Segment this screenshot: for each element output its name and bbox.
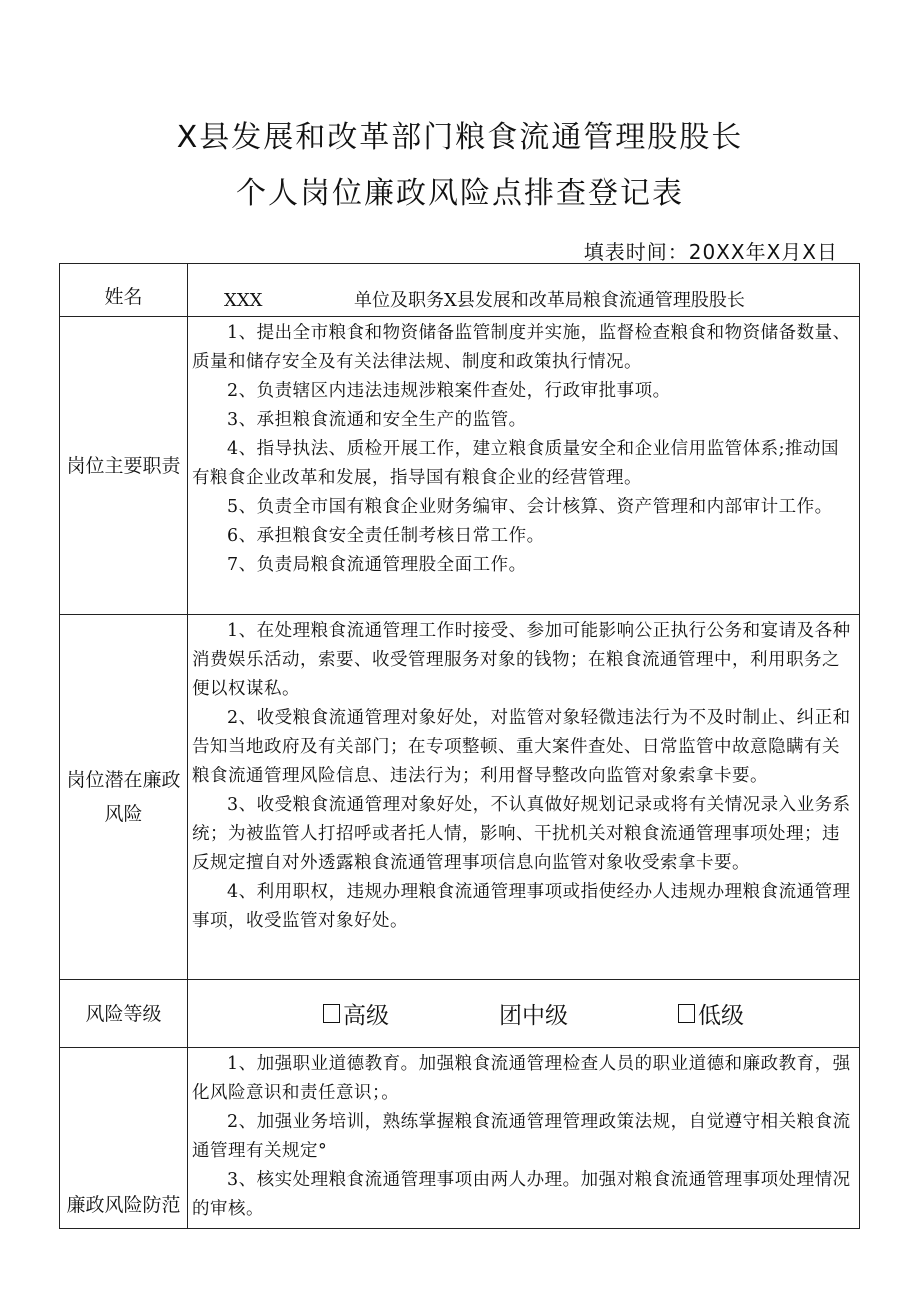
duty-item: 4、指导执法、质检开展工作，建立粮食质量安全和企业信用监管体系;推动国有粮食企业改革和发展，指导国有粮食企业的经营管理。 [192,439,840,488]
prevention-label: 廉政风险防范 [60,1048,188,1229]
prevention-item: 3、核实处理粮食流通管理事项由两人办理。加强对粮食流通管理事项处理情况的审核。 [192,1170,851,1219]
name-value: XXX [224,290,263,311]
level-mid-label: 中级 [522,1003,568,1029]
duties-label: 岗位主要职责 [60,317,188,615]
name-cell [188,264,860,317]
risk-item: 3、收受粮食流通管理对象好处，不认真做好规划记录或将有关情况录入业务系统；为被监管人打招呼或者托人情，影响、干扰机关对粮食流通管理事项处理；违反规定擅自对外透露粮食流通管理事项信息向监管对象收受索拿卡要。 [192,795,851,873]
level-low[interactable] [678,997,744,1030]
risk-item: 2、收受粮食流通管理对象好处，对监管对象轻微违法行为不及时制止、纠正和告知当地政府及有关部门；在专项整顿、重大案件查处、日常监管中故意隐瞒有关粮食流通管理风险信息、违法行为；利用督导整改向监管对象索拿卡要。 [192,708,851,786]
name-label: 姓名 [60,264,188,317]
level-high-label: 高级 [343,1003,389,1029]
prevention-item: 1、加强职业道德教育。加强粮食流通管理检查人员的职业道德和廉政教育，强化风险意识和责任意识；。 [192,1054,851,1103]
row-duties [60,317,860,615]
unit-label: 单位及职务 [354,290,444,311]
level-high[interactable] [323,997,389,1030]
prevention-content [188,1048,860,1229]
duty-item: 2、负责辖区内违法违规涉粮案件查处，行政审批事项。 [227,381,671,401]
fill-date: 填表时间：20XX年X月X日 [583,240,838,264]
unit-value: X县发展和改革局粮食流通管理股股长 [444,290,745,311]
prevention-item: 2、加强业务培训，熟练掌握粮食流通管理管理政策法规，自觉遵守相关粮食流通管理有关规定° [192,1112,851,1161]
duty-item: 3、承担粮食流通和安全生产的监管。 [227,410,527,430]
row-prevention [60,1048,860,1229]
duties-content [188,317,860,615]
row-level [60,980,860,1048]
duty-item: 7、负责局粮食流通管理股全面工作。 [227,555,527,575]
level-low-label: 低级 [698,1003,744,1029]
row-risks [60,615,860,980]
row-name [60,264,860,317]
risk-item: 1、在处理粮食流通管理工作时接受、参加可能影响公正执行公务和宴请及各种消费娱乐活动，索要、收受管理服务对象的钱物；在粮食流通管理中，利用职务之便以权谋私。 [192,621,851,699]
checkbox-empty-icon [323,1004,340,1023]
level-options [188,980,860,1048]
registration-table [59,263,860,1229]
title-line-2: 个人岗位廉政风险点排查登记表 [236,176,684,211]
checkbox-empty-icon [678,1004,695,1023]
risks-label: 岗位潜在廉政风险 [60,615,188,980]
level-mid[interactable] [499,997,568,1030]
title-line-1: X县发展和改革部门粮食流通管理股股长 [176,120,744,155]
level-label: 风险等级 [60,980,188,1048]
duty-item: 6、承担粮食安全责任制考核日常工作。 [227,526,545,546]
risk-item: 4、利用职权，违规办理粮食流通管理事项或指使经办人违规办理粮食流通管理事项，收受监管对象好处。 [192,882,851,931]
duty-item: 5、负责全市国有粮食企业财务编审、会计核算、资产管理和内部审计工作。 [227,497,833,517]
duty-item: 1、提出全市粮食和物资储备监管制度并实施，监督检查粮食和物资储备数量、质量和储存安全及有关法律法规、制度和政策执行情况。 [192,323,851,372]
risks-content [188,615,860,980]
checked-mark-icon: 团 [499,1003,522,1029]
